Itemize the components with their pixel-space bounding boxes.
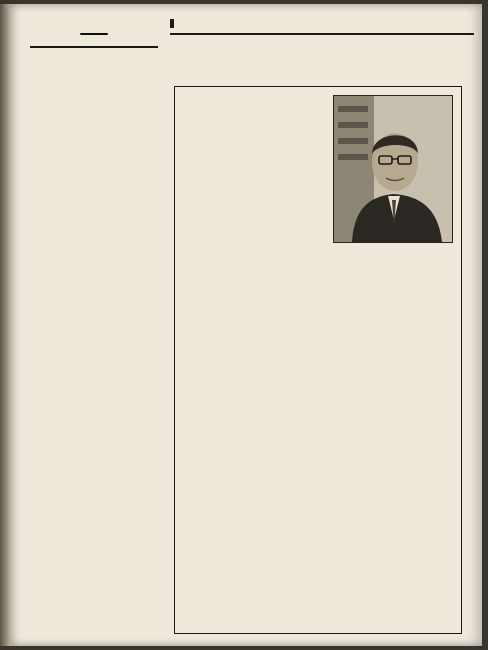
right-column bbox=[170, 18, 474, 638]
sumario-title bbox=[30, 46, 158, 51]
section-title bbox=[170, 18, 474, 35]
magazine-page bbox=[10, 4, 482, 646]
article-box bbox=[174, 86, 462, 634]
left-column bbox=[30, 22, 158, 634]
portrait-illustration bbox=[334, 96, 452, 242]
author-photo bbox=[333, 95, 453, 243]
magazine-logo bbox=[80, 33, 108, 35]
